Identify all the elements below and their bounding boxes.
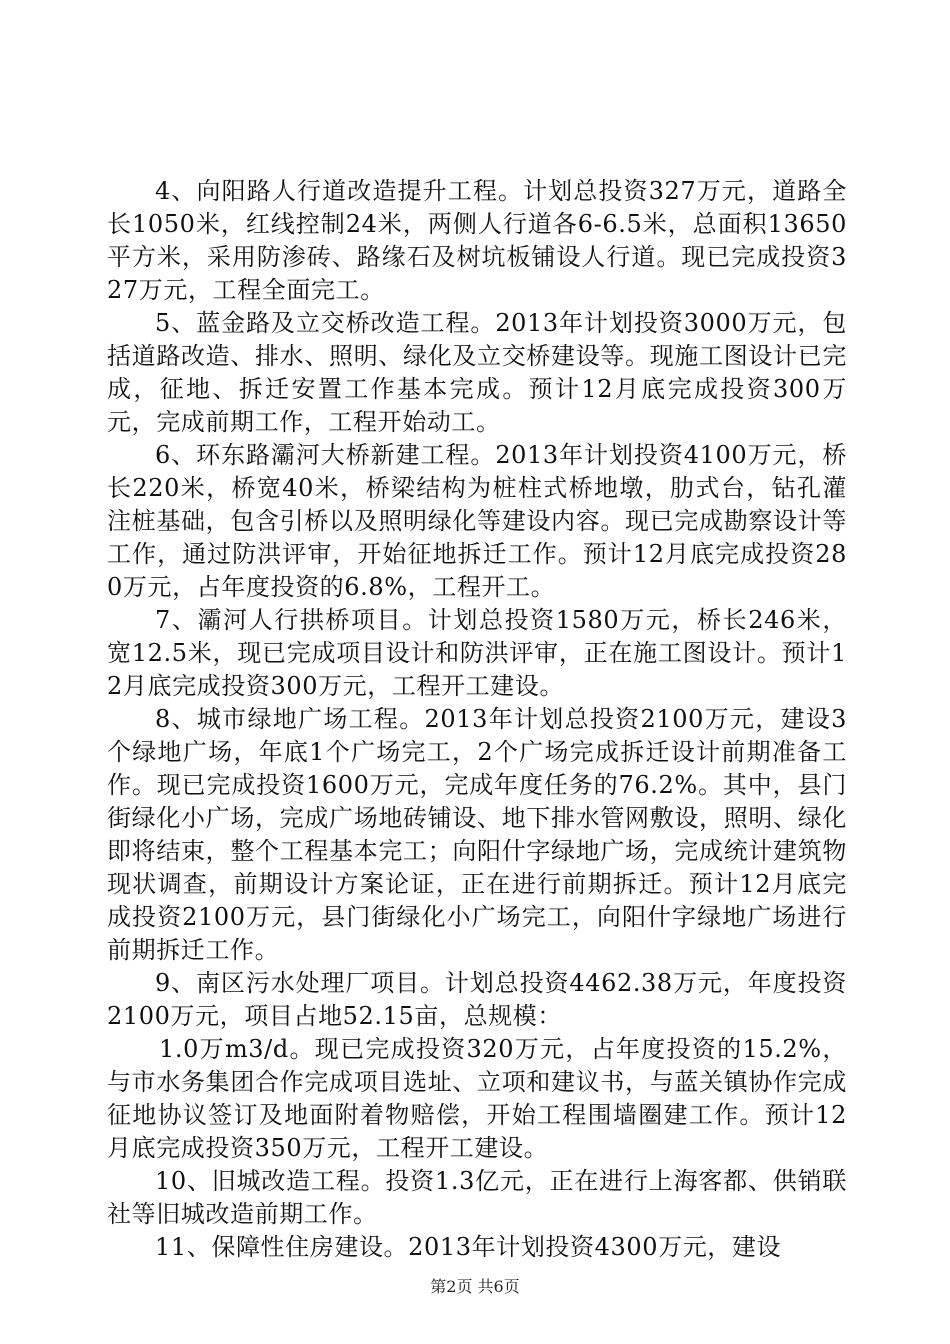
paragraph-item-6: 6、环东路灞河大桥新建工程。2013年计划投资4100万元，桥长220米，桥宽40米，桥梁结构为桩柱式桥地墩，肋式台，钻孔灌注桩基础，包含引桥以及照明绿化等建设内容。现已完成勘察设计等工作，通过防洪评审，开始征地拆迁工作。预计12月底完成投资280万元，占年度投资的6.8%，工程开工。 <box>107 441 847 601</box>
paragraph-item-9-continued: 1.0万m3/d。现已完成投资320万元，占年度投资的15.2%，与市水务集团合作完成项目选址、立项和建议书，与蓝关镇协作完成征地协议签订及地面附着物赔偿，开始工程围墙圈建工作。预计12月底完成投资350万元，工程开工建设。 <box>107 1035 847 1162</box>
paragraph-item-4: 4、向阳路人行道改造提升工程。计划总投资327万元，道路全长1050米，红线控制24米，两侧人行道各6-6.5米，总面积13650平方米，采用防渗砖、路缘石及树坑板铺设人行道。现已完成投资327万元，工程全面完工。 <box>107 177 847 304</box>
paragraph-item-5: 5、蓝金路及立交桥改造工程。2013年计划投资3000万元，包括道路改造、排水、照明、绿化及立交桥建设等。现施工图设计已完成，征地、拆迁安置工作基本完成。预计12月底完成投资300万元，完成前期工作，工程开始动工。 <box>107 309 847 436</box>
paragraph-item-9: 9、南区污水处理厂项目。计划总投资4462.38万元，年度投资2100万元，项目占地52.15亩，总规模： <box>107 969 847 1030</box>
paragraph-item-11: 11、保障性住房建设。2013年计划投资4300万元，建设 <box>155 1233 782 1261</box>
document-body <box>107 175 847 1264</box>
paragraph-item-10: 10、旧城改造工程。投资1.3亿元，正在进行上海客都、供销联社等旧城改造前期工作。 <box>107 1167 847 1228</box>
page-footer: 第2页 共6页 <box>430 1277 520 1296</box>
paragraph-item-8: 8、城市绿地广场工程。2013年计划总投资2100万元，建设3个绿地广场，年底1个广场完工，2个广场完成拆迁设计前期准备工作。现已完成投资1600万元，完成年度任务的76.2%。其中，县门街绿化小广场，完成广场地砖铺设、地下排水管网敷设，照明、绿化即将结束，整个工程基本完工；向阳什字绿地广场，完成统计建筑物现状调查，前期设计方案论证，正在进行前期拆迁。预计12月底完成投资2100万元，县门街绿化小广场完工，向阳什字绿地广场进行前期拆迁工作。 <box>107 705 847 964</box>
paragraph-item-7: 7、灞河人行拱桥项目。计划总投资1580万元，桥长246米，宽12.5米，现已完成项目设计和防洪评审，正在施工图设计。预计12月底完成投资300万元，工程开工建设。 <box>107 606 847 700</box>
